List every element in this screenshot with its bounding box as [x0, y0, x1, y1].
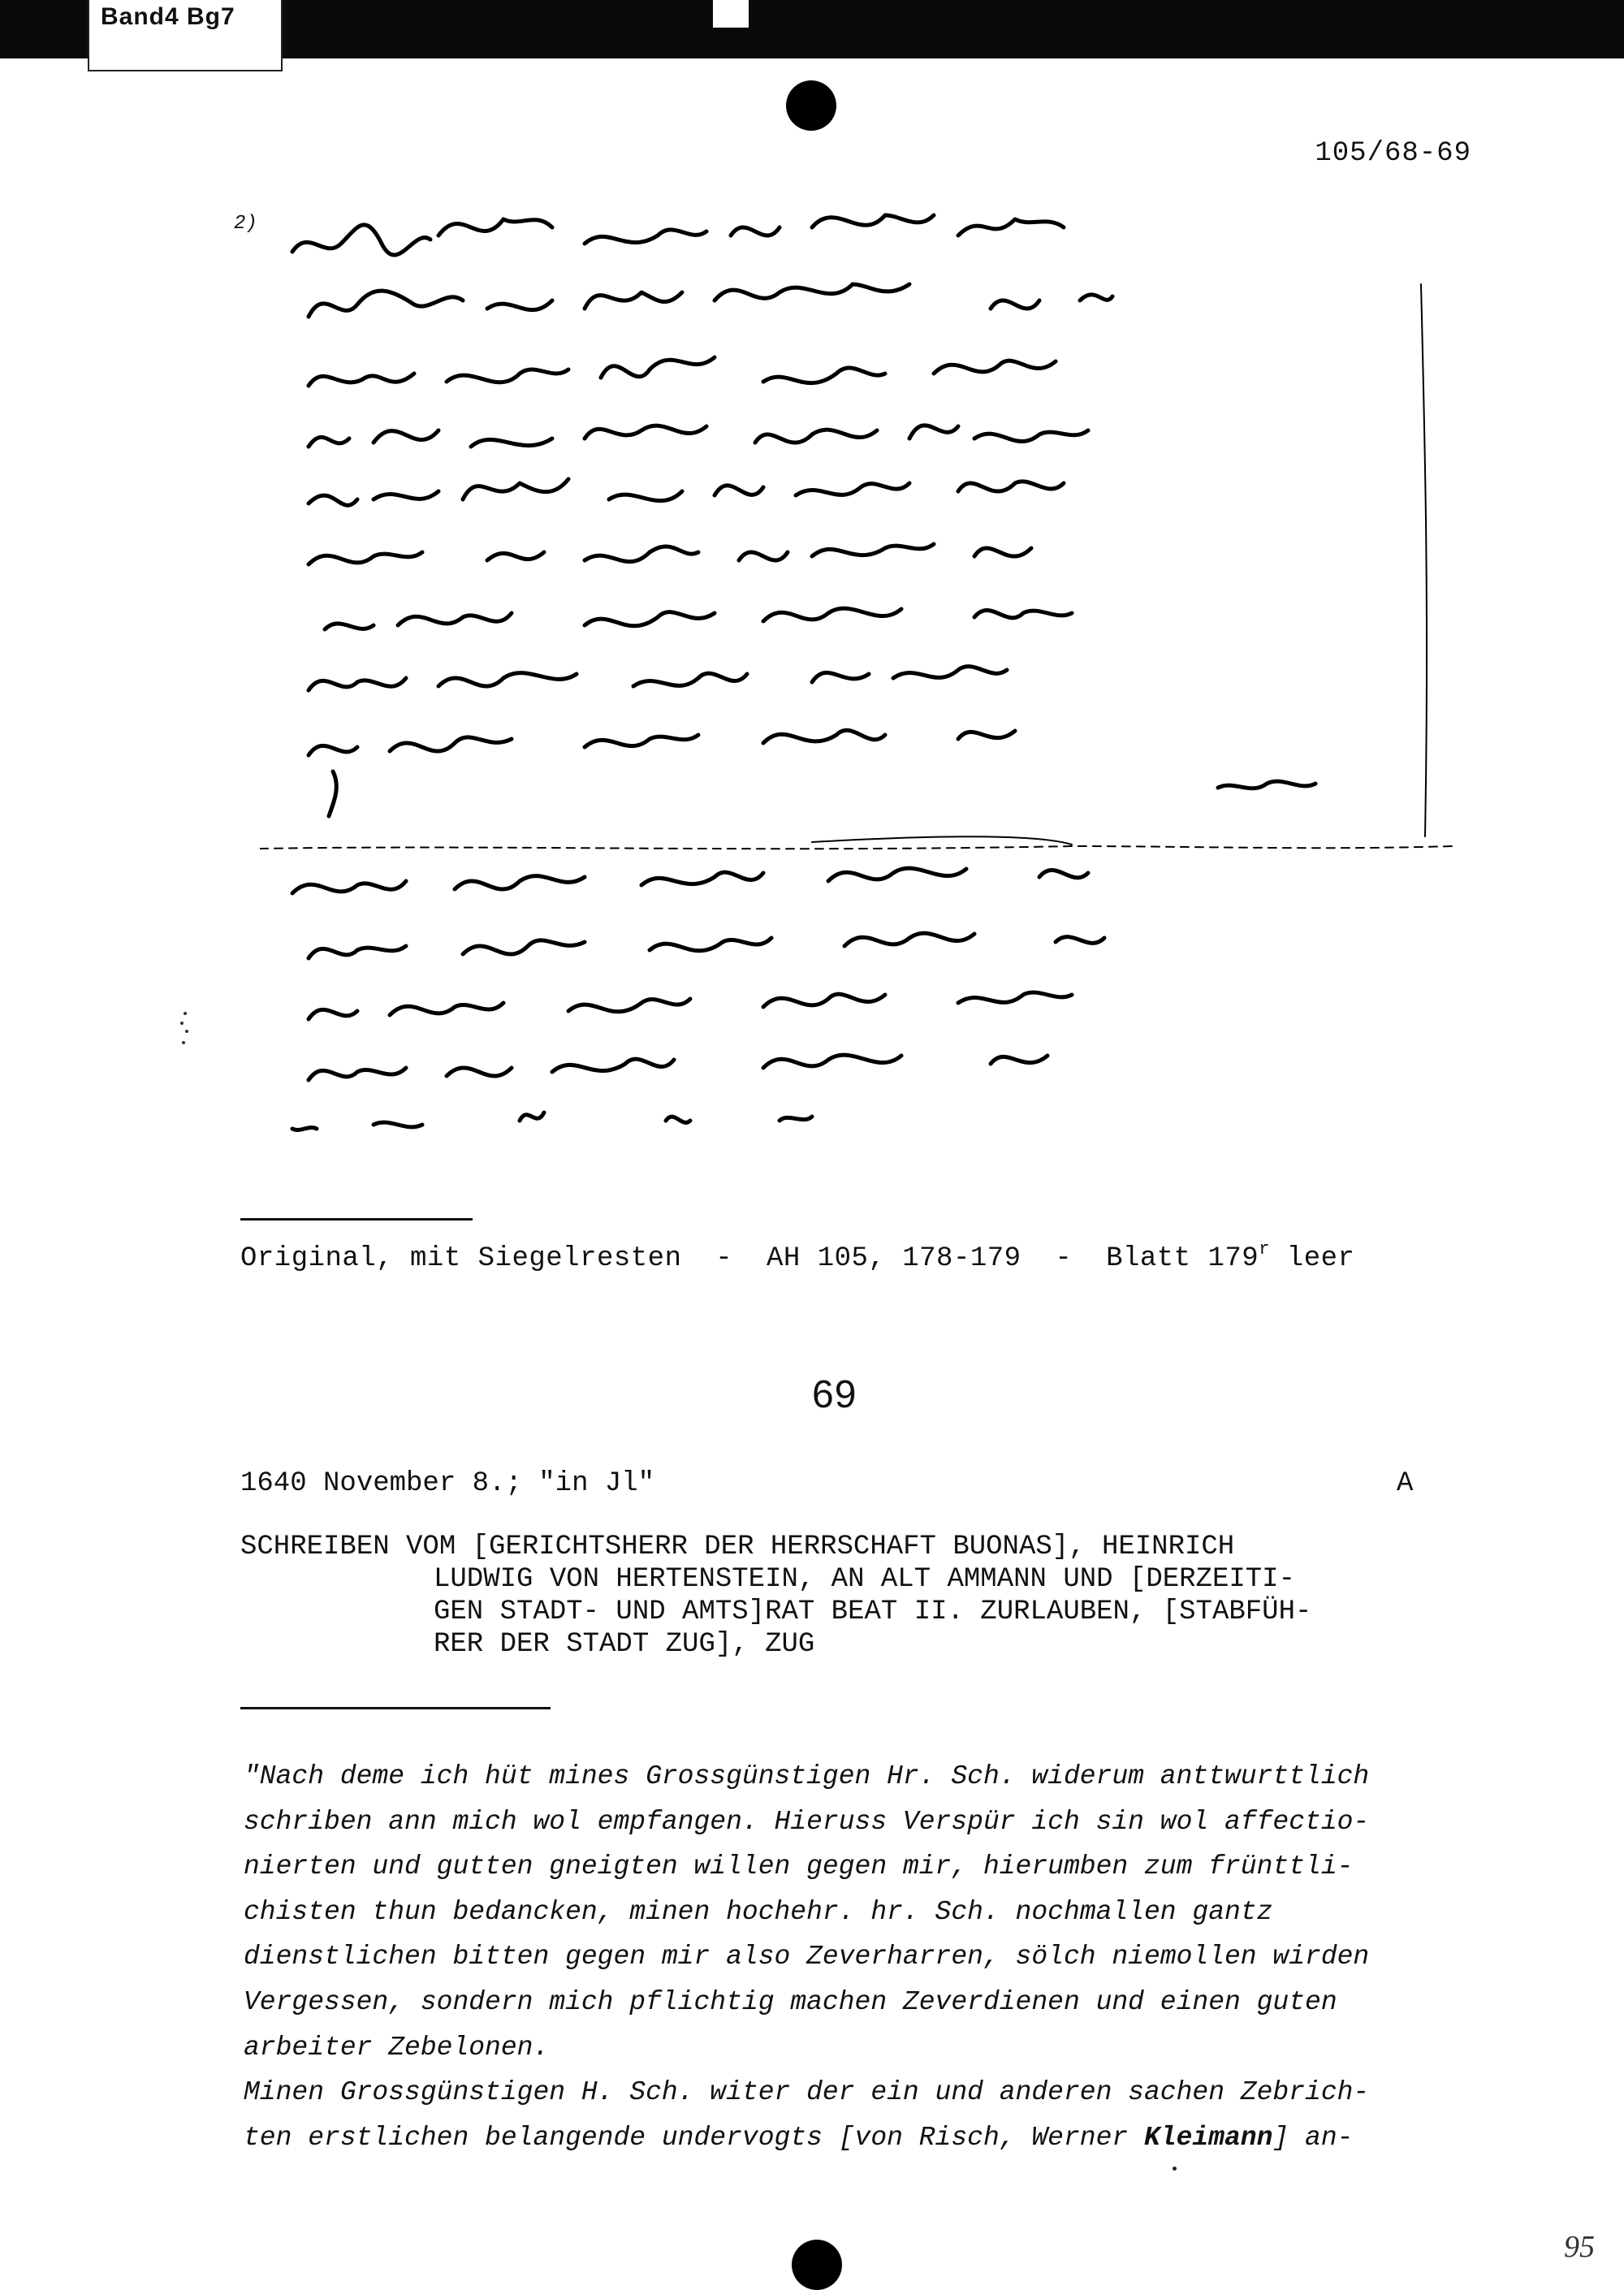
heading-line: RER DER STADT ZUG], ZUG	[434, 1629, 815, 1660]
transcription-text-part: ] an-	[1272, 2122, 1354, 2153]
transcription-line: arbeiter Zebelonen.	[244, 2032, 550, 2063]
stray-dot	[1173, 2167, 1177, 2171]
transcription-line: chisten thun bedancken, minen hochehr. hr. Sch. nochmallen gantz	[244, 1896, 1273, 1927]
transcription-line: schriben ann mich wol empfangen. Hieruss Verspür ich sin wol affectio-	[244, 1806, 1370, 1837]
letter-code: A	[1397, 1468, 1414, 1499]
punch-hole-top	[786, 80, 836, 131]
note-number: 2)	[234, 213, 257, 235]
handwritten-manuscript-image	[260, 187, 1453, 1145]
source-note-text: Original, mit Siegelresten - AH 105, 178-179 - Blatt 179	[240, 1243, 1259, 1274]
heading-line: LUDWIG VON HERTENSTEIN, AN ALT AMMANN UND [DERZEITI-	[434, 1564, 1295, 1595]
person-name-bold: Kleimann	[1143, 2122, 1273, 2153]
heading-line: SCHREIBEN VOM [GERICHTSHERR DER HERRSCHAFT BUONAS], HEINRICH	[240, 1532, 1235, 1562]
document-number: 69	[812, 1373, 857, 1416]
transcription-line: Vergessen, sondern mich pflichtig machen Zeverdienen und einen guten	[244, 1986, 1337, 2017]
source-note	[240, 1239, 1355, 1277]
dateline: 1640 November 8.; "in Jl"	[240, 1468, 655, 1499]
separator-rule-2	[240, 1707, 551, 1709]
source-note-suffix: leer	[1269, 1243, 1355, 1274]
band-label: Band4 Bg7	[88, 0, 283, 71]
transcription-line: "Nach deme ich hüt mines Grossgünstigen Hr. Sch. widerum anttwurttlich	[244, 1761, 1370, 1791]
side-marks-decorative	[177, 1007, 193, 1056]
top-bar-notch	[713, 0, 749, 28]
transcription-text	[244, 1754, 1510, 2160]
page-reference: 105/68-69	[1315, 138, 1471, 169]
separator-rule-1	[240, 1218, 473, 1221]
transcription-text-part: ten erstlichen belangende undervogts [von Risch, Werner	[244, 2122, 1144, 2153]
transcription-line: Minen Grossgünstigen H. Sch. witer der ein und anderen sachen Zebrich-	[244, 2077, 1370, 2108]
punch-hole-bottom	[792, 2240, 842, 2290]
transcription-line: dienstlichen bitten gegen mir also Zeverharren, sölch niemollen wirden	[244, 1942, 1370, 1972]
document-heading	[240, 1531, 1311, 1661]
transcription-line	[244, 2115, 1510, 2161]
source-note-superscript: r	[1259, 1239, 1270, 1260]
heading-line: GEN STADT- UND AMTS]RAT BEAT II. ZURLAUBEN, [STABFÜH-	[434, 1597, 1312, 1627]
transcription-line: nierten und gutten gneigten willen gegen mir, hierumben zum frünttli-	[244, 1851, 1354, 1882]
folio-mark: 95	[1564, 2230, 1595, 2264]
